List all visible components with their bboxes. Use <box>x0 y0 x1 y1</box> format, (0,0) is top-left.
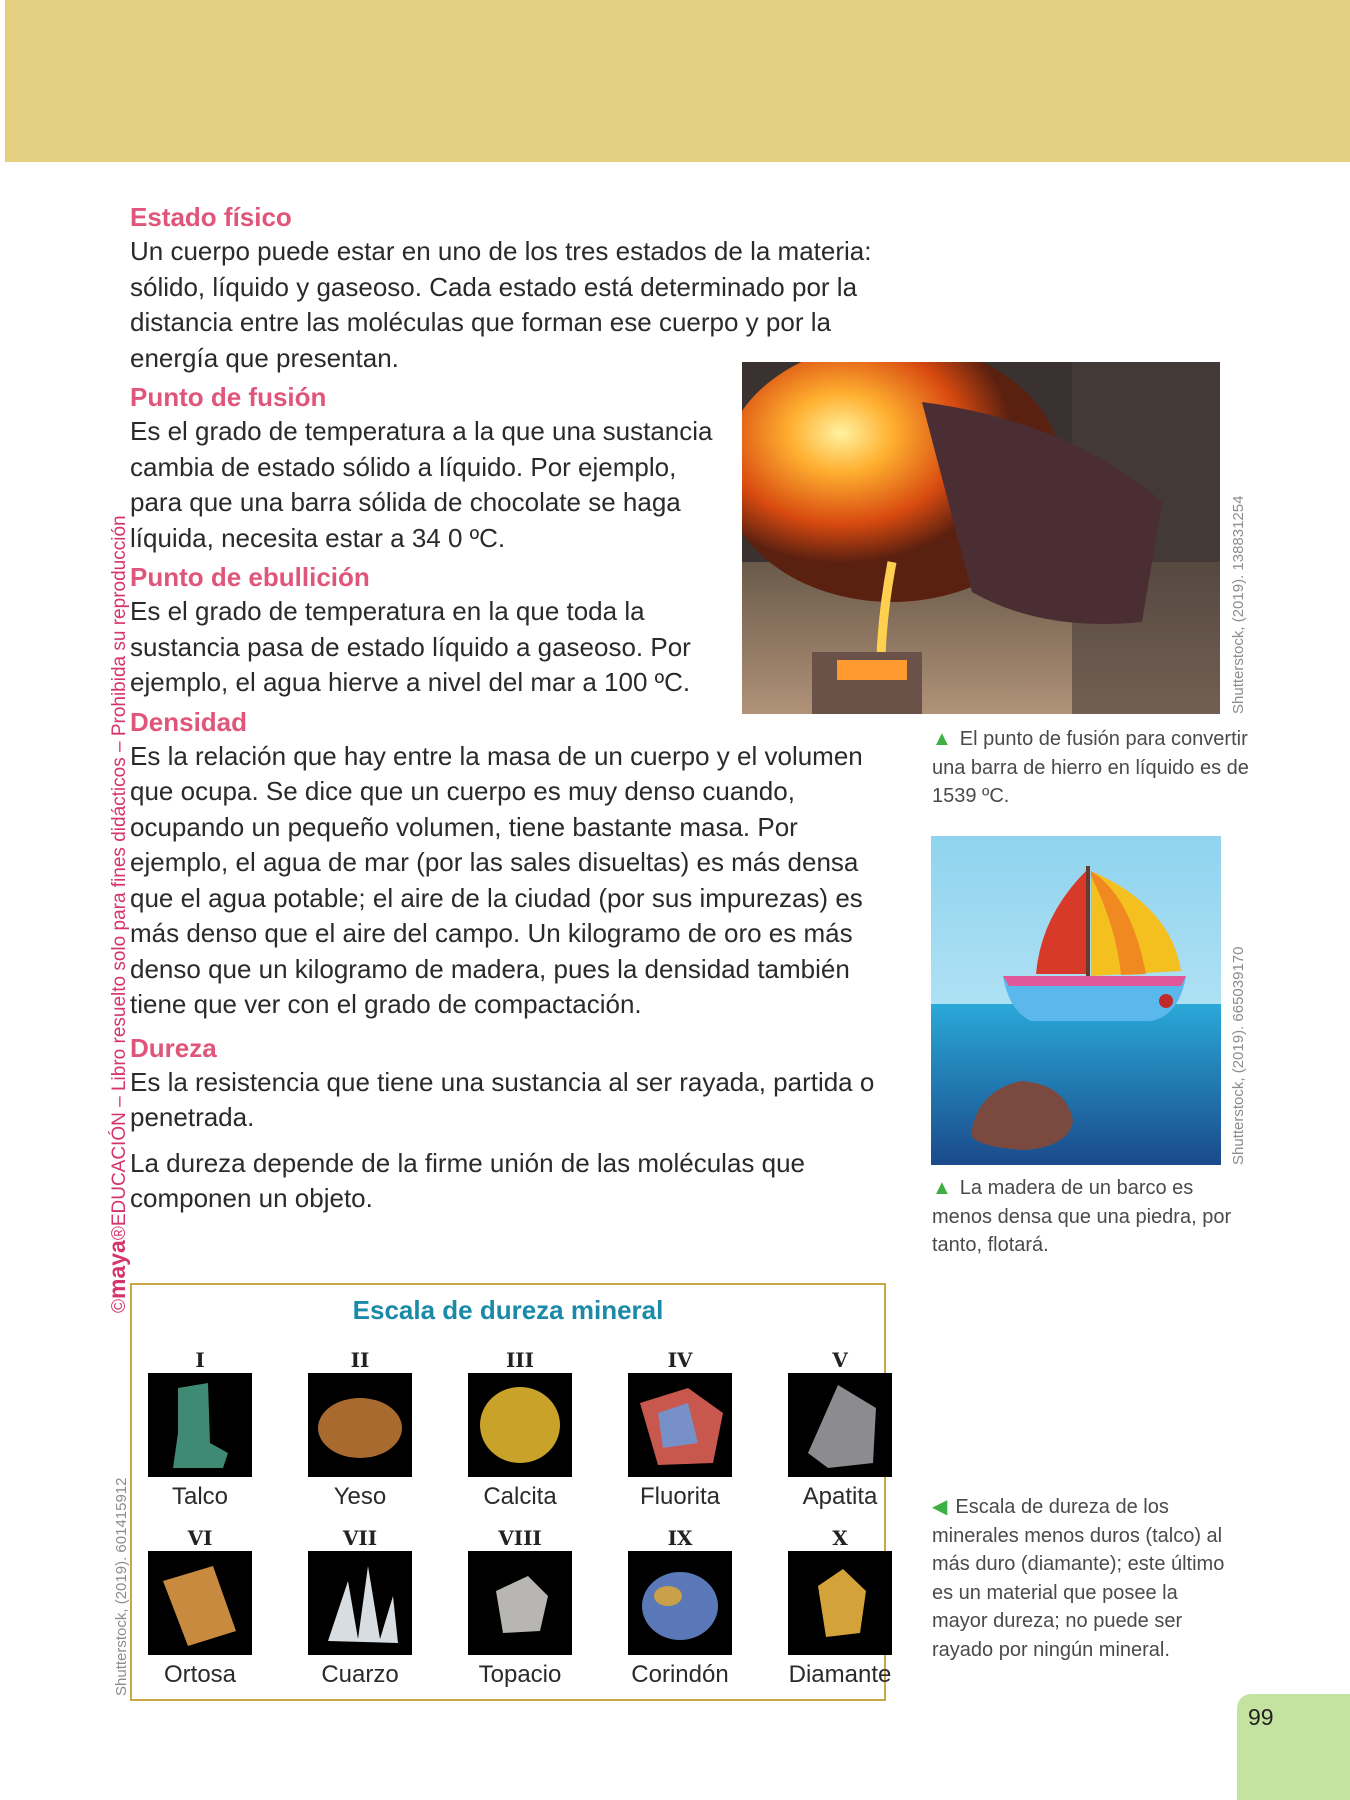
molten-iron-photo <box>742 362 1220 714</box>
hardness-numeral: VI <box>187 1526 213 1550</box>
hardness-numeral: II <box>350 1348 370 1372</box>
mineral-photo <box>468 1551 572 1655</box>
mineral-sample <box>468 1373 572 1477</box>
section-paragraph: La dureza depende de la firme unión de las moléculas que componen un objeto. <box>130 1147 806 1213</box>
boat-caption <box>932 1174 1252 1260</box>
triangle-up-icon: ▲ <box>932 1177 952 1199</box>
mineral-sample <box>308 1373 412 1477</box>
hardness-numeral: X <box>832 1526 848 1550</box>
registered-mark: ® <box>109 1226 130 1241</box>
header-band <box>0 0 1350 162</box>
molten-iron-caption <box>932 725 1252 811</box>
mineral-name: Calcita <box>483 1483 557 1510</box>
mineral-card <box>135 1525 265 1689</box>
section-punto-fusion <box>130 380 720 556</box>
mineral-card <box>615 1347 745 1511</box>
mineral-card <box>455 1347 585 1511</box>
mineral-sample <box>308 1551 412 1655</box>
section-paragraph: Es la relación que hay entre la masa de un cuerpo y el volumen que ocupa. Se dice que un cuerpo es muy denso cuando, ocupando un pequeño volumen, tiene bastante masa. Por ejemplo, el agua de mar (por las sales disueltas) es más densa que el agua potable; el aire de la ciudad (por sus impurezas) es más denso que el aire del campo. Un kilogramo de oro es más denso que un kilogramo de madera, pues la densidad también tiene que ver con el grado de compactación. <box>130 740 863 1019</box>
mineral-photo <box>308 1373 412 1477</box>
mineral-photo <box>628 1551 732 1655</box>
section-heading: Dureza <box>130 1032 217 1063</box>
section-paragraph: Es la resistencia que tiene una sustancia al ser rayada, partida o penetrada. <box>130 1066 875 1132</box>
hardness-numeral: VIII <box>498 1526 542 1550</box>
section-heading: Punto de ebullición <box>130 562 370 592</box>
mineral-photo <box>148 1551 252 1655</box>
mineral-card <box>455 1525 585 1689</box>
section-paragraph: Es el grado de temperatura a la que una sustancia cambia de estado sólido a líquido. Por ejemplo, para que una barra sólida de chocolate se haga líquida, necesita estar a 34 0 ºC. <box>130 416 713 553</box>
mineral-name: Fluorita <box>639 1483 721 1510</box>
hardness-scale-caption <box>932 1493 1232 1664</box>
section-punto-ebullicion <box>130 560 720 701</box>
mineral-photo <box>148 1373 252 1477</box>
section-dureza <box>130 1031 875 1217</box>
page-number: 99 <box>1248 1704 1274 1730</box>
mineral-card <box>295 1525 425 1689</box>
section-densidad <box>130 705 875 1023</box>
hardness-scale-box <box>130 1283 892 1701</box>
section-heading: Punto de fusión <box>130 382 327 412</box>
mineral-photo <box>628 1373 732 1477</box>
section-estado-fisico <box>130 200 890 376</box>
mineral-card <box>295 1347 425 1511</box>
copyright-mark: © <box>109 1299 130 1313</box>
mineral-name: Diamante <box>788 1661 892 1688</box>
hardness-numeral: V <box>832 1348 848 1372</box>
mineral-photo <box>788 1373 892 1477</box>
mineral-sample <box>148 1373 252 1477</box>
mineral-name: Yeso <box>333 1483 387 1510</box>
mineral-sample <box>628 1551 732 1655</box>
triangle-left-icon: ◀ <box>932 1496 948 1518</box>
section-paragraph: Un cuerpo puede estar en uno de los tres estados de la materia: sólido, líquido y gaseoso. Cada estado está determinado por la distancia entre las moléculas que forman ese cuerpo y por la energía que presentan. <box>130 236 872 373</box>
hardness-numeral: IX <box>667 1526 693 1550</box>
hardness-numeral: VII <box>342 1526 378 1550</box>
mineral-name: Apatita <box>802 1483 878 1510</box>
mineral-name: Ortosa <box>163 1661 237 1688</box>
mineral-name: Corindón <box>631 1661 729 1688</box>
mineral-photo <box>308 1551 412 1655</box>
mineral-name: Cuarzo <box>321 1661 399 1688</box>
scale-image-credit: Shutterstock, (2019). 601415912 <box>113 1477 130 1696</box>
publisher-notice-text: EDUCACIÓN – Libro resuelto solo para fines didácticos – Prohibida su reproducción <box>109 515 130 1227</box>
molten-iron-credit: Shutterstock, (2019). 138831254 <box>1230 495 1247 714</box>
mineral-photo <box>468 1373 572 1477</box>
boat-credit: Shutterstock, (2019). 665039170 <box>1230 946 1247 1165</box>
molten-iron-illustration <box>742 362 1220 714</box>
section-paragraph: Es el grado de temperatura en la que toda la sustancia pasa de estado líquido a gaseoso. Por ejemplo, el agua hierve a nivel del mar a 100 ºC. <box>130 596 691 697</box>
section-heading: Estado físico <box>130 202 292 232</box>
hardness-scale-caption-text: Escala de dureza de los minerales menos duros (talco) al más duro (diamante); este último es un material que posee la mayor dureza; no puede ser rayado por ningún mineral. <box>932 1496 1225 1661</box>
boat-and-rock-illustration <box>931 836 1221 1165</box>
molten-iron-caption-text: El punto de fusión para convertir una barra de hierro en líquido es de 1539 ºC. <box>932 728 1249 807</box>
mineral-sample <box>468 1551 572 1655</box>
mineral-photo <box>788 1551 892 1655</box>
boat-caption-text: La madera de un barco es menos densa que una piedra, por tanto, flotará. <box>932 1177 1232 1256</box>
mineral-name: Talco <box>171 1483 229 1510</box>
mineral-name: Topacio <box>478 1661 562 1688</box>
hardness-scale-title: Escala de dureza mineral <box>352 1295 664 1325</box>
section-heading: Densidad <box>130 706 248 737</box>
mineral-card <box>775 1525 905 1689</box>
publisher-notice <box>104 483 131 1313</box>
hardness-numeral: I <box>195 1348 205 1372</box>
mineral-card <box>775 1347 905 1511</box>
mineral-sample <box>148 1551 252 1655</box>
hardness-numeral: IV <box>667 1348 693 1372</box>
mineral-sample <box>788 1373 892 1477</box>
triangle-up-icon: ▲ <box>932 728 952 750</box>
mineral-sample <box>788 1551 892 1655</box>
mineral-card <box>615 1525 745 1689</box>
hardness-numeral: III <box>505 1348 535 1372</box>
mineral-sample <box>628 1373 732 1477</box>
publisher-logo: maya <box>104 1240 130 1299</box>
mineral-card <box>135 1347 265 1511</box>
boat-illustration <box>931 836 1221 1165</box>
